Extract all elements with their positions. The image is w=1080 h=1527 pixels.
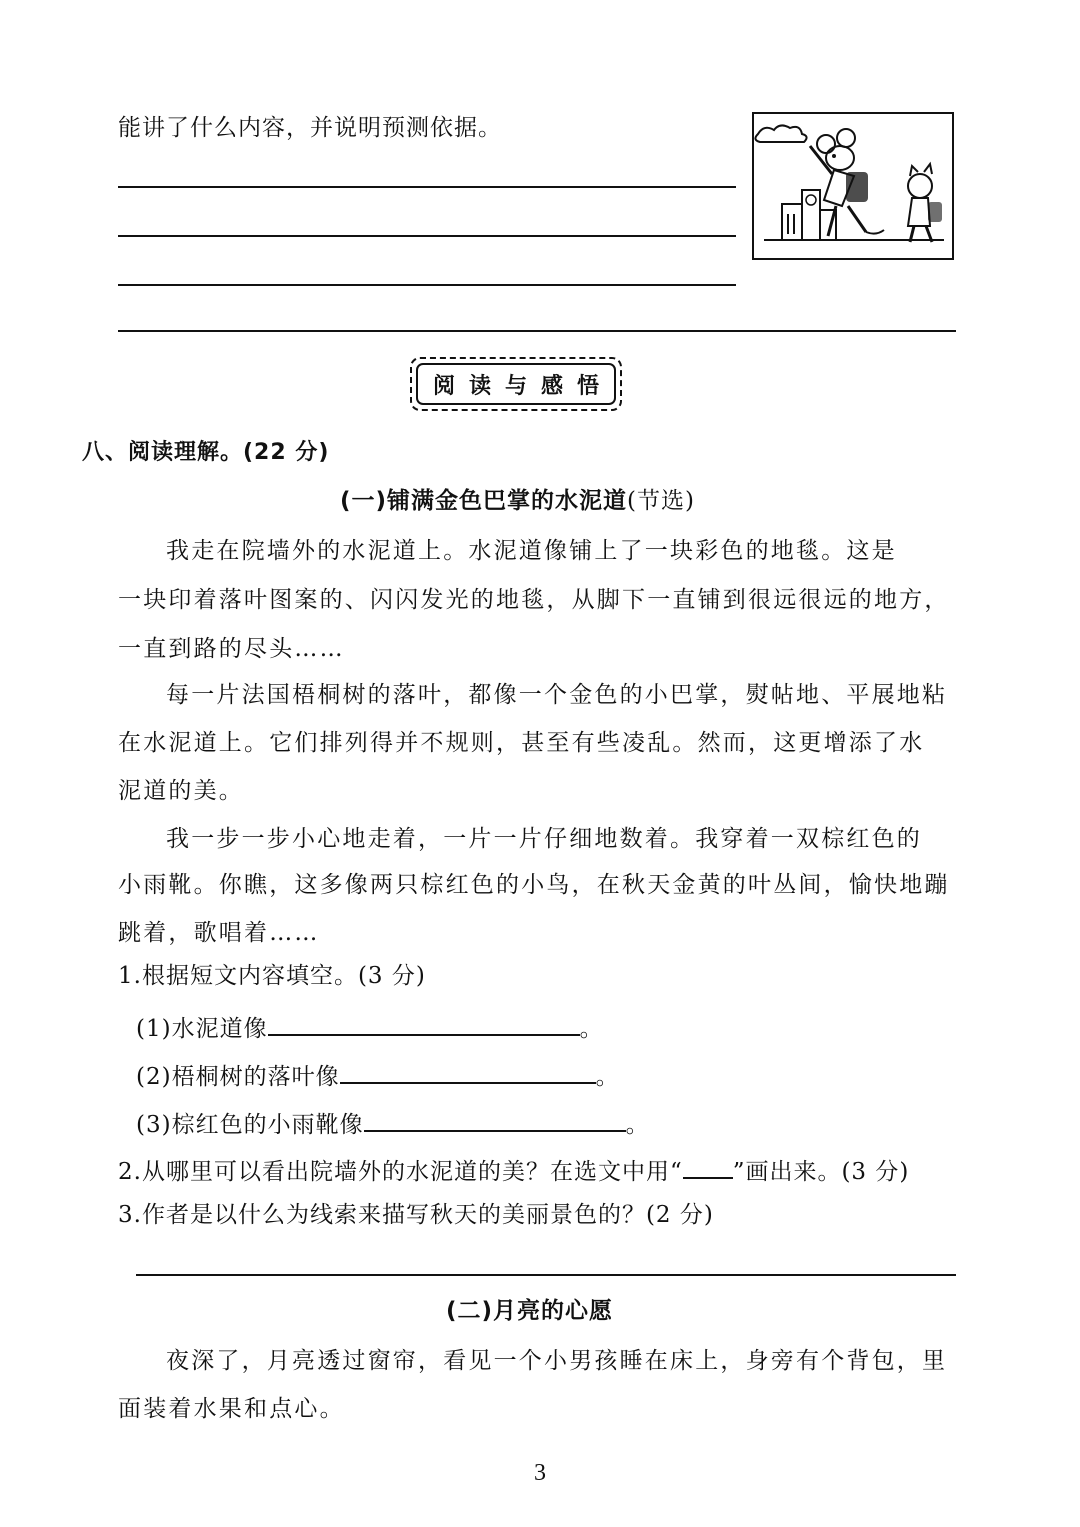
q2-stem-before: 2.从哪里可以看出院墙外的水泥道的美？在选文中用“ <box>118 1159 683 1185</box>
q1-item-2-end: 。 <box>595 1064 620 1090</box>
answer-line-3[interactable] <box>118 284 736 286</box>
passage-1-line: 每一片法国梧桐树的落叶，都像一个金色的小巴掌，熨帖地、平展地粘 <box>166 682 948 708</box>
answer-line-4[interactable] <box>118 330 956 332</box>
question-8-heading: 八、阅读理解。(22 分) <box>82 440 330 465</box>
q1-item-3 <box>136 1106 650 1140</box>
illustration-mouse-cat <box>752 112 954 260</box>
section-banner-title: 阅读与感悟 <box>432 372 613 399</box>
q1-item-2-blank[interactable] <box>340 1058 596 1084</box>
passage-1-line: 一块印着落叶图案的、闪闪发光的地毯，从脚下一直铺到很远很远的地方， <box>118 587 950 613</box>
passage-2-title: (二)月亮的心愿 <box>446 1298 614 1324</box>
q3-stem: 3.作者是以什么为线索来描写秋天的美丽景色的？(2 分) <box>118 1202 714 1228</box>
q2-stem <box>118 1153 909 1187</box>
q1-item-3-label: (3)棕红色的小雨靴像 <box>136 1112 364 1138</box>
q2-stem-after: ”画出来。(3 分) <box>732 1159 910 1185</box>
q1-item-1-label: (1)水泥道像 <box>136 1016 268 1042</box>
page-number: 3 <box>534 1460 546 1486</box>
q1-item-1 <box>136 1010 604 1044</box>
passage-1-title-text: (一)铺满金色巴掌的水泥道 <box>340 488 628 514</box>
passage-1-line: 小雨靴。你瞧，这多像两只棕红色的小鸟，在秋天金黄的叶丛间，愉快地蹦 <box>118 872 950 898</box>
prediction-prompt: 能讲了什么内容，并说明预测依据。 <box>118 115 502 141</box>
q1-item-2-label: (2)梧桐树的落叶像 <box>136 1064 340 1090</box>
passage-1-line: 一直到路的尽头…… <box>118 636 345 662</box>
q1-stem: 1.根据短文内容填空。(3 分) <box>118 963 426 989</box>
passage-1-title <box>340 486 695 516</box>
q1-item-3-end: 。 <box>625 1112 650 1138</box>
section-banner <box>410 357 622 411</box>
passage-1-line: 我走在院墙外的水泥道上。水泥道像铺上了一块彩色的地毯。这是 <box>166 538 897 564</box>
q1-item-3-blank[interactable] <box>364 1106 626 1132</box>
passage-1-line: 我一步一步小心地走着，一片一片仔细地数着。我穿着一双棕红色的 <box>166 826 922 852</box>
q1-item-1-end: 。 <box>579 1016 604 1042</box>
passage-1-line: 跳着，歌唱着…… <box>118 920 320 946</box>
answer-line-1[interactable] <box>118 186 736 188</box>
passage-2-line: 夜深了，月亮透过窗帘，看见一个小男孩睡在床上，身旁有个背包，里 <box>166 1348 948 1374</box>
passage-1-title-note: (节选) <box>627 488 695 514</box>
q1-item-2 <box>136 1058 620 1092</box>
passage-2-line: 面装着水果和点心。 <box>118 1396 345 1422</box>
passage-1-line: 泥道的美。 <box>118 778 244 804</box>
answer-line-2[interactable] <box>118 235 736 237</box>
q3-answer-line[interactable] <box>136 1274 956 1276</box>
q1-item-1-blank[interactable] <box>268 1010 580 1036</box>
q2-mark-blank <box>683 1153 733 1179</box>
passage-1-line: 在水泥道上。它们排列得并不规则，甚至有些凌乱。然而，这更增添了水 <box>118 730 925 756</box>
mouse-cat-icon <box>754 114 952 258</box>
